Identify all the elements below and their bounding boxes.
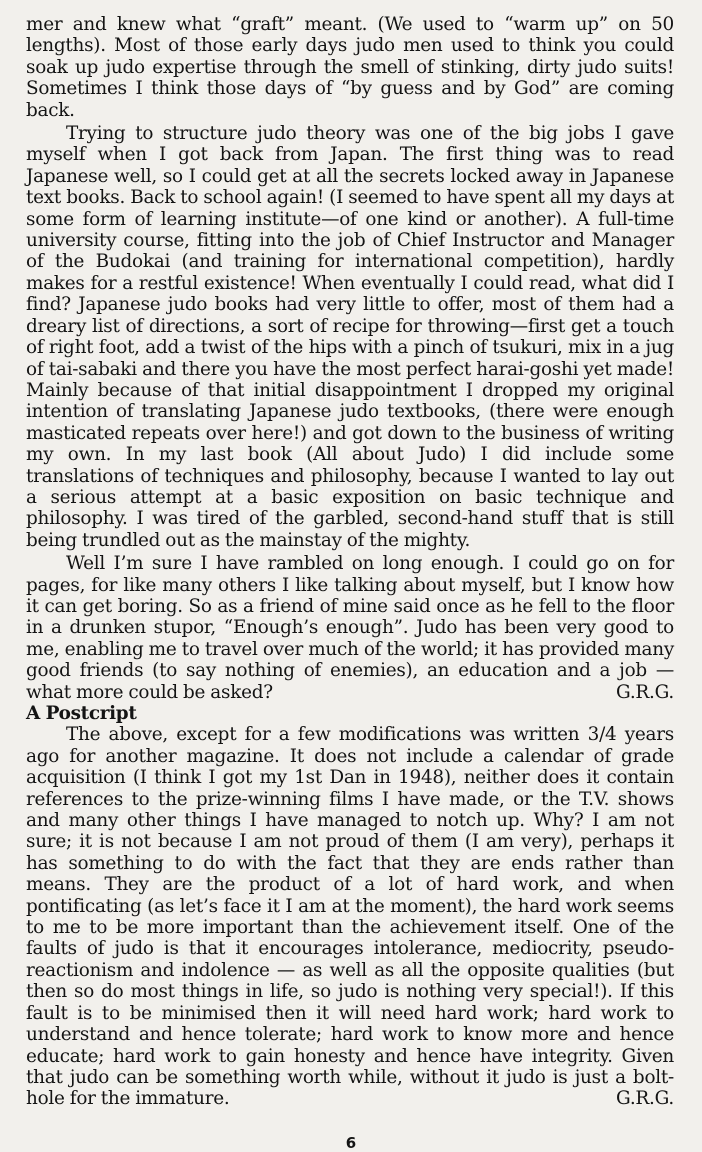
paragraph-rambled-on — [26, 553, 674, 703]
paragraph-postscript-text: The above, except for a few modifications was written 3/4 years ago for another magazine. It does not include a calendar of grade acquisition (I think I got my 1st Dan in 1948), neither does it contain references to the prize-winning films I have made, or the T.V. shows and many other things I have managed to notch up. Why? I am not sure; it is not because I am not proud of them (I am very), perhaps it has something to do with the fact that they are ends rather than means. They are the product of a lot of hard work, and when pontificating (as let’s face it I am at the moment), the hard work seems to me to be more important than the achievement itself. One of the faults of judo is that it encourages intolerance, mediocrity, pseudo-reactionism and indolence — as well as all the opposite qualities (but then so do most things in life, so judo is nothing very special!). If this fault is to be minimised then it will need hard work; hard work to understand and hence tolerate; hard work to know more and hence educate; hard work to gain honesty and hence have integrity. Given that judo can be something worth while, without it judo is just a bolt-hole for the immature. — [26, 724, 674, 1110]
postscript-heading: A Postcript — [26, 703, 137, 724]
paragraph-judo-theory: Trying to structure judo theory was one of the big jobs I gave myself when I got back from Japan. The first thing was to read Japanese well, so I could get at all the secrets locked away in Japanese text books. Back to school again! (I seemed to have spent all my days at some form of learning institute—of one kind or another). A full-time university course, fitting into the job of Chief Instructor and Manager of the Budokai (and training for international competition), hardly makes for a restful existence! When eventually I could read, what did I find? Japanese judo books had very little to offer, most of them had a dreary list of directions, a sort of recipe for throwing—first get a touch of right foot, add a twist of the hips with a pinch of tsukuri, mix in a jug of tai-sabaki and there you have the most perfect harai-goshi yet made! Mainly because of that initial disappointment I dropped my original intention of translating Japanese judo textbooks, (there were enough masticated repeats over here!) and got down to the business of writing my own. In my last book (All about Judo) I did include some translations of techniques and philosophy, because I wanted to lay out a serious attempt at a basic exposition on basic technique and philosophy. I was tired of the garbled, second-hand stuff that is still being trundled out as the mainstay of the mighty. — [26, 123, 674, 551]
paragraph-continuation: mer and knew what “graft” meant. (We used to “warm up” on 50 lengths). Most of those early days judo men used to think you could soak up judo expertise through the smell of stinking, dirty judo suits! Sometimes I think those days of “by guess and by God” are coming back. — [26, 14, 674, 121]
paragraph-rambled-on-text: Well I’m sure I have rambled on long enough. I could go on for pages, for like many others I like talking about myself, but I know how it can get boring. So as a friend of mine said once as he fell to the floor in a drunken stupor, “Enough’s enough”. Judo has been very good to me, enabling me to travel over much of the world; it has provided many good friends (to say nothing of enemies), an education and a job — what more could be asked? — [26, 553, 674, 703]
page-number: 6 — [345, 1134, 357, 1152]
article-body — [26, 14, 674, 1110]
paragraph-postscript — [26, 724, 674, 1109]
signature-initials: G.R.G. — [616, 681, 674, 703]
signature-initials-postscript: G.R.G. — [616, 1088, 674, 1110]
